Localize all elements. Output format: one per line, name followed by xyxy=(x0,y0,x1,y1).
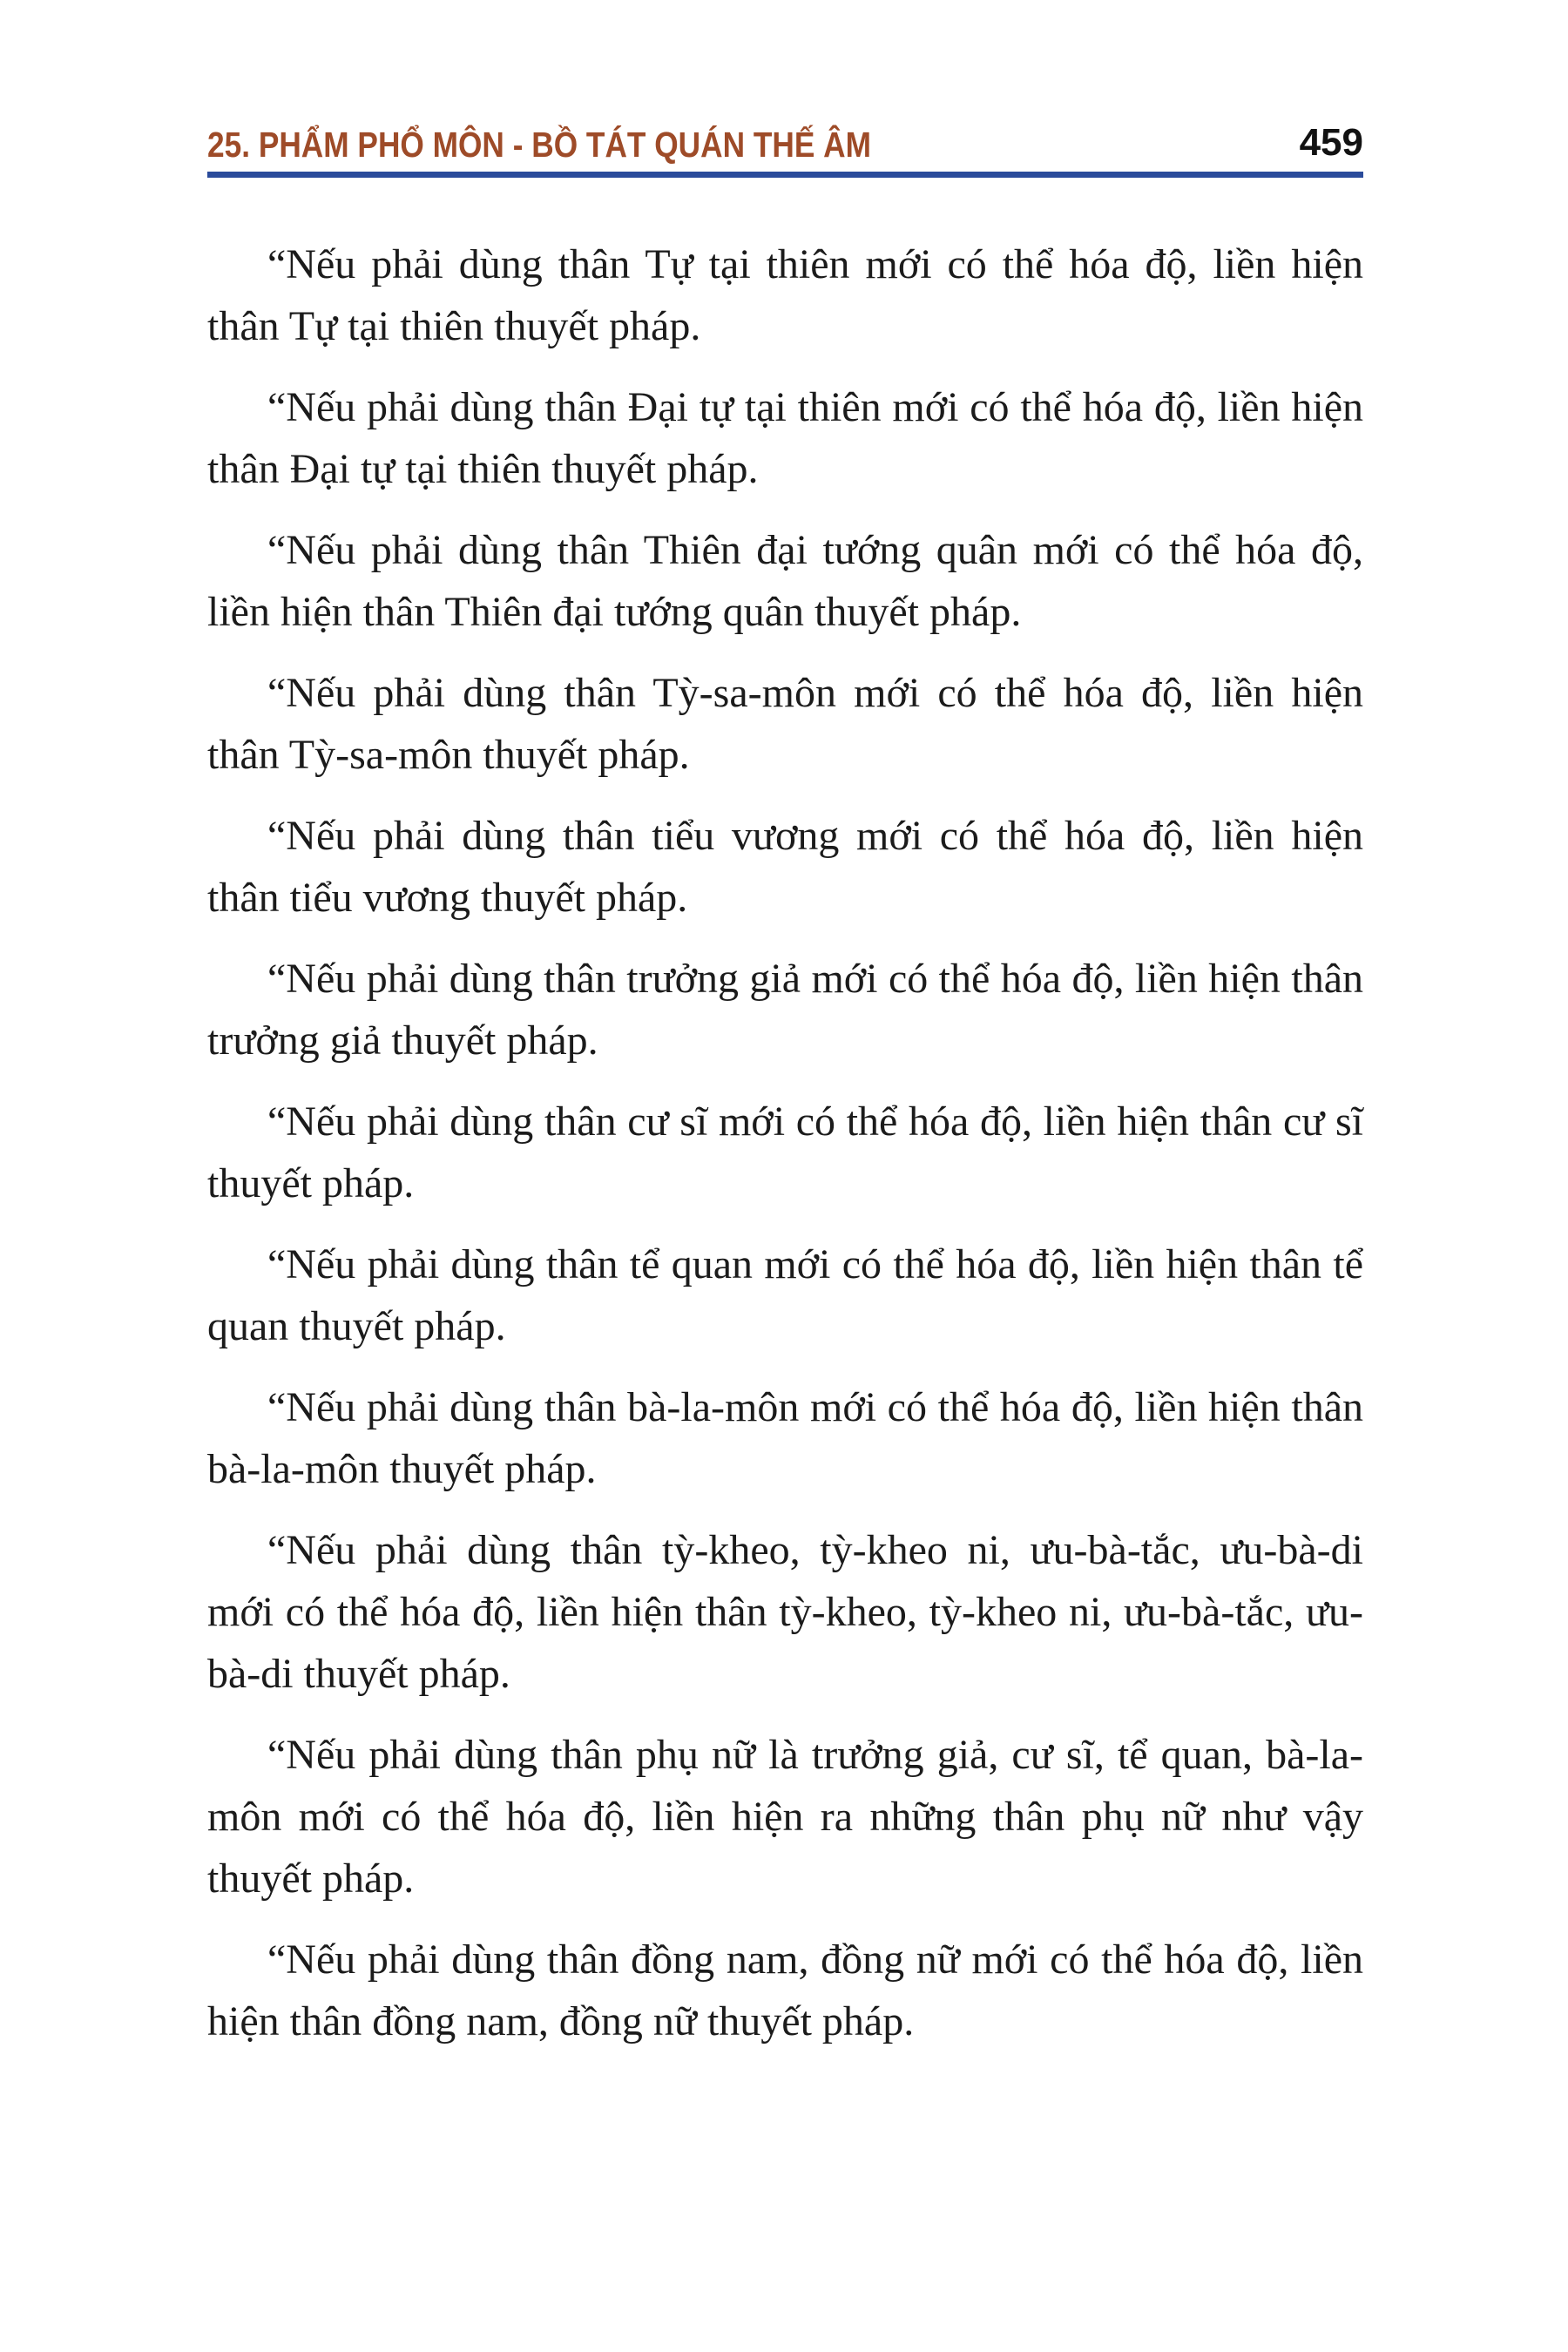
page-header xyxy=(207,121,1363,172)
paragraph: “Nếu phải dùng thân tiểu vương mới có thể hóa độ, liền hiện thân tiểu vương thuyết pháp. xyxy=(207,813,1363,921)
paragraph: “Nếu phải dùng thân tể quan mới có thể hóa độ, liền hiện thân tể quan thuyết pháp. xyxy=(207,1241,1363,1349)
paragraph: “Nếu phải dùng thân Tỳ-sa-môn mới có thể hóa độ, liền hiện thân Tỳ-sa-môn thuyết pháp. xyxy=(207,670,1363,778)
header-divider-rule xyxy=(207,172,1363,178)
page-number: 459 xyxy=(1299,121,1363,164)
paragraph: “Nếu phải dùng thân phụ nữ là trưởng giả, cư sĩ, tể quan, bà-la-môn mới có thể hóa độ, liền hiện ra những thân phụ nữ như vậy thuyết pháp. xyxy=(207,1732,1363,1902)
paragraph: “Nếu phải dùng thân Tự tại thiên mới có thể hóa độ, liền hiện thân Tự tại thiên thuyết pháp. xyxy=(207,241,1363,349)
body-text xyxy=(207,233,1363,2052)
paragraph: “Nếu phải dùng thân Đại tự tại thiên mới có thể hóa độ, liền hiện thân Đại tự tại thiên thuyết pháp. xyxy=(207,384,1363,492)
paragraph: “Nếu phải dùng thân đồng nam, đồng nữ mới có thể hóa độ, liền hiện thân đồng nam, đồng nữ thuyết pháp. xyxy=(207,1936,1363,2044)
paragraph: “Nếu phải dùng thân Thiên đại tướng quân mới có thể hóa độ, liền hiện thân Thiên đại tướng quân thuyết pháp. xyxy=(207,527,1363,635)
paragraph: “Nếu phải dùng thân trưởng giả mới có thể hóa độ, liền hiện thân trưởng giả thuyết pháp. xyxy=(207,956,1363,1064)
paragraph: “Nếu phải dùng thân cư sĩ mới có thể hóa độ, liền hiện thân cư sĩ thuyết pháp. xyxy=(207,1098,1363,1206)
chapter-title: 25. PHẨM PHỔ MÔN - BỒ TÁT QUÁN THẾ ÂM xyxy=(207,125,872,165)
paragraph: “Nếu phải dùng thân tỳ-kheo, tỳ-kheo ni, ưu-bà-tắc, ưu-bà-di mới có thể hóa độ, liền hiện thân tỳ-kheo, tỳ-kheo ni, ưu-bà-tắc, ưu-bà-di thuyết pháp. xyxy=(207,1527,1363,1697)
paragraph: “Nếu phải dùng thân bà-la-môn mới có thể hóa độ, liền hiện thân bà-la-môn thuyết pháp. xyxy=(207,1384,1363,1492)
